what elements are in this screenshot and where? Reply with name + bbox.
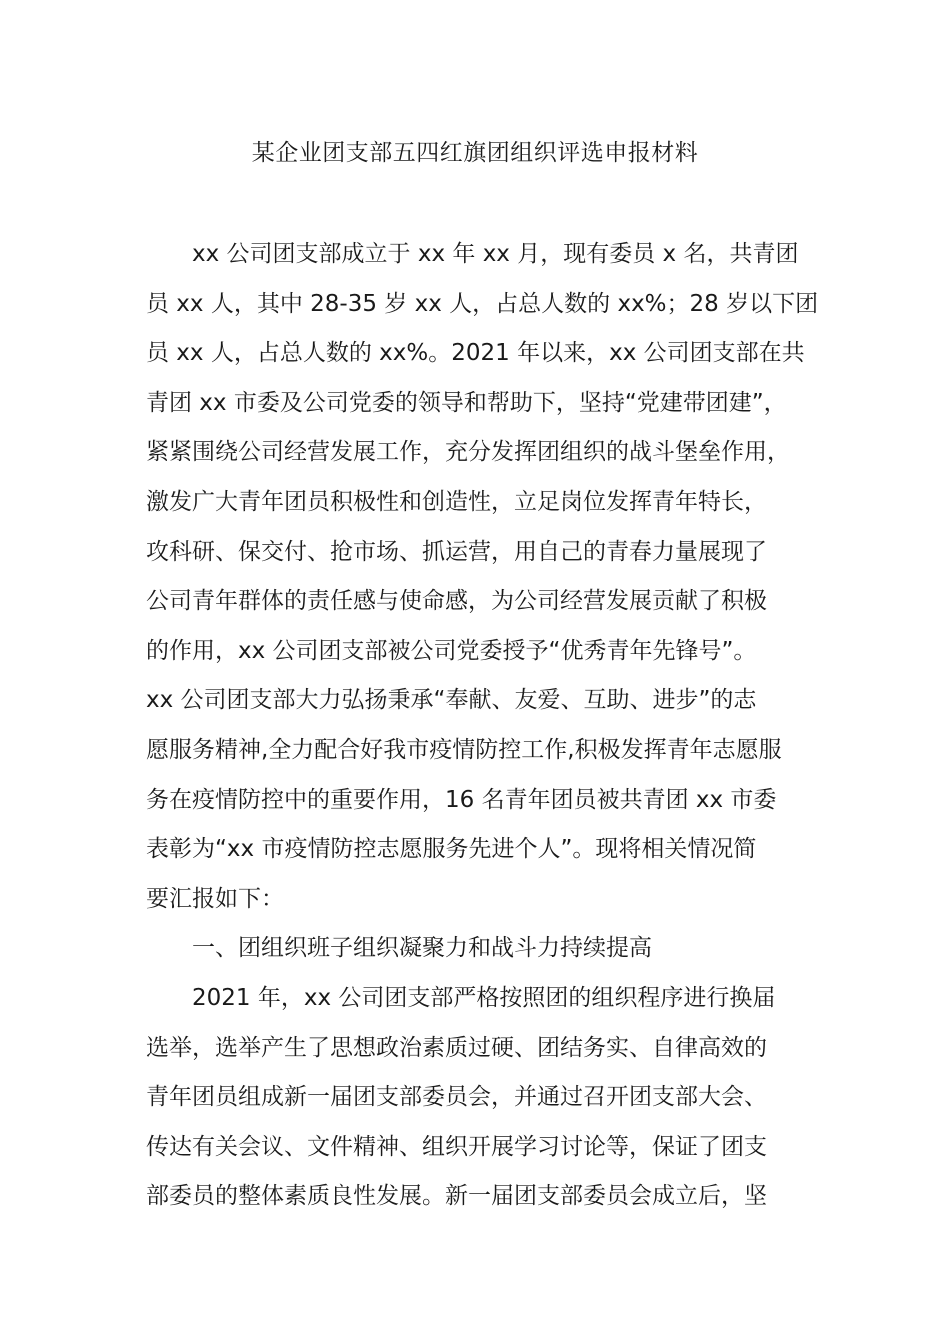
body-line: 选举，选举产生了思想政治素质过硬、团结务实、自律高效的	[146, 1034, 767, 1061]
body-line: 愿服务精神,全力配合好我市疫情防控工作,积极发挥青年志愿服	[146, 736, 782, 763]
body-line: 表彰为“xx 市疫情防控志愿服务先进个人”。现将相关情况简	[146, 836, 757, 863]
body-line: 一、团组织班子组织凝聚力和战斗力持续提高	[192, 935, 652, 962]
document-body	[146, 230, 819, 1222]
body-line: xx 公司团支部成立于 xx 年 xx 月，现有委员 x 名，共青团	[192, 241, 799, 267]
body-line: 青团 xx 市委及公司党委的领导和帮助下，坚持“党建带团建”，	[146, 389, 787, 416]
body-line: 青年团员组成新一届团支部委员会，并通过召开团支部大会、	[146, 1084, 767, 1111]
body-line: 要汇报如下：	[146, 885, 284, 912]
body-line: 传达有关会议、文件精神、组织开展学习讨论等，保证了团支	[146, 1133, 767, 1160]
body-line: xx 公司团支部大力弘扬秉承“奉献、友爱、互助、进步”的志	[146, 687, 757, 714]
body-line: 公司青年群体的责任感与使命感，为公司经营发展贡献了积极	[146, 588, 767, 615]
body-line: 激发广大青年团员积极性和创造性，立足岗位发挥青年特长，	[146, 488, 767, 515]
body-line: 部委员的整体素质良性发展。新一届团支部委员会成立后，坚	[146, 1183, 767, 1210]
body-line: 员 xx 人，占总人数的 xx%。2021 年以来，xx 公司团支部在共	[146, 340, 805, 367]
body-line: 员 xx 人，其中 28-35 岁 xx 人，占总人数的 xx%；28 岁以下团	[146, 290, 819, 317]
body-line: 紧紧围绕公司经营发展工作，充分发挥团组织的战斗堡垒作用，	[146, 439, 790, 466]
body-line: 务在疫情防控中的重要作用，16 名青年团员被共青团 xx 市委	[146, 786, 777, 813]
body-line: 2021 年，xx 公司团支部严格按照团的组织程序进行换届	[192, 984, 776, 1011]
body-line: 攻科研、保交付、抢市场、抓运营，用自己的青春力量展现了	[146, 538, 767, 565]
body-line: 的作用，xx 公司团支部被公司党委授予“优秀青年先锋号”。	[146, 637, 757, 664]
document-title: 某企业团支部五四红旗团组织评选申报材料	[251, 140, 699, 166]
